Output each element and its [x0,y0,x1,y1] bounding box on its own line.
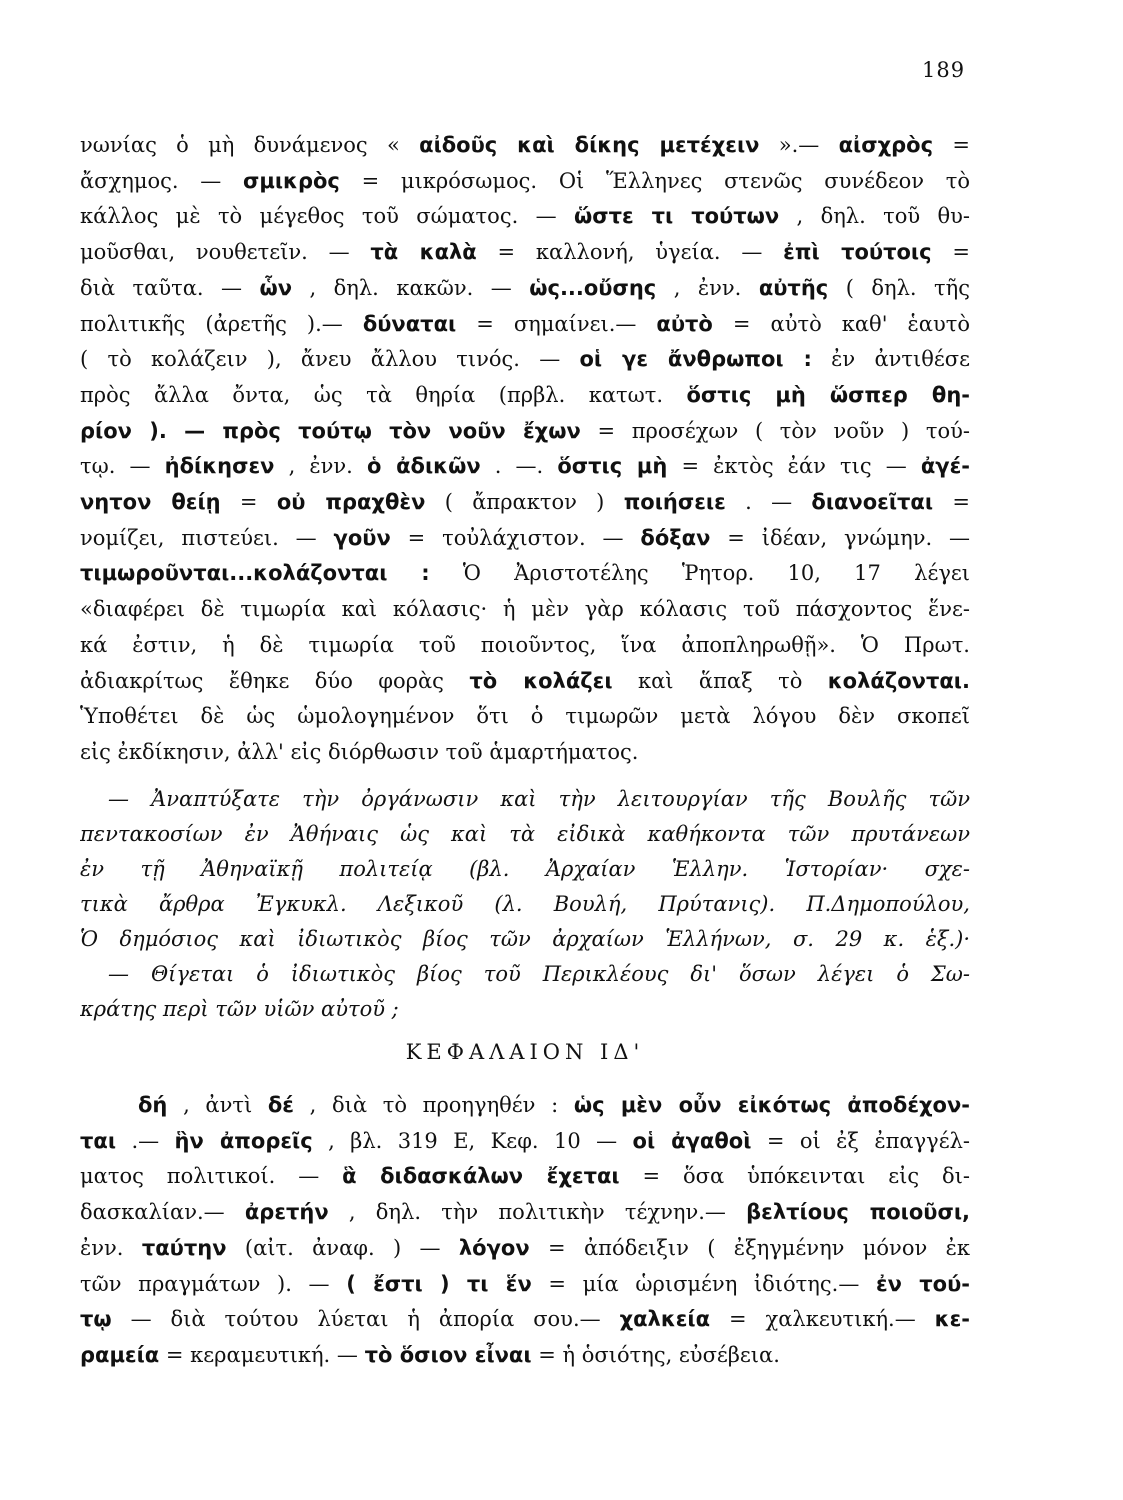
commentary-block-2 [80,1088,970,1374]
text-run: νομίζει, πιστεύει. — [80,525,317,550]
bold-term: κολάζονται. [827,668,970,693]
text-run: = οἱ ἐξ ἐπαγγέλ- [766,1128,970,1153]
text-run: διὰ ταῦτα. — [80,275,243,300]
bold-term: αὐτὸ [656,311,713,336]
text-run: = κεραμευτική. — [165,1342,358,1367]
bold-term: δέ [267,1093,294,1117]
text-run: = μία ὡρισμένη ἰδιότης.— [548,1271,860,1296]
text-run: = [952,240,970,265]
text-run: = [952,490,970,515]
text-run: = ἐκτὸς ἐάν τις — [681,454,907,479]
bold-term: ( ἔστι ) τι ἕν [346,1271,532,1296]
text-line [80,1195,970,1231]
text-line [80,1231,970,1267]
text-line [80,1088,970,1124]
bold-term: χαλκεία [619,1307,711,1332]
bold-term: ἐπὶ τούτοις [783,240,932,265]
text-line [80,521,970,557]
text-line [80,199,970,235]
text-line [80,922,970,957]
text-run: , δηλ. τοῦ θυ- [796,204,970,229]
text-run: τικὰ ἄρθρα Ἐγκυκλ. Λεξικοῦ (λ. Βουλή, Πρύτανις). Π.Δημοπούλου, [80,892,970,916]
text-run: τῳ. — [80,454,151,479]
bold-term: κε- [934,1307,970,1332]
bold-term: οὐ πραχθὲν [276,490,426,515]
text-run: κράτης περὶ τῶν υἱῶν αὐτοῦ ; [80,997,399,1021]
bold-term: τὸ ὅσιον εἶναι [364,1342,532,1367]
bold-term: τῳ [80,1307,112,1332]
text-run: ἄσχημος. — [80,168,222,193]
text-run: , διὰ τὸ προηγηθέν : [309,1093,559,1117]
text-line [80,378,970,414]
text-run: = ἡ ὁσιότης, εὐσέβεια. [538,1342,780,1367]
text-run: — Θίγεται ὁ ἰδιωτικὸς βίος τοῦ Περικλέους δι' ὅσων λέγει ὁ Σω- [108,962,970,986]
text-line [80,342,970,378]
bold-term: ἠδίκησεν [164,454,275,479]
text-run: εἰς ἐκδίκησιν, ἀλλ' εἰς διόρθωσιν τοῦ ἁμαρτήματος. [80,739,639,764]
commentary-block-1 [80,128,970,771]
bold-term: ταύτην [141,1235,227,1260]
bold-term: ὥστε τι τούτων [573,204,780,229]
bold-term: τιμωροῦνται...κολάζονται : [80,561,430,586]
text-line [80,449,970,485]
bold-term: ὡς...οὔσης [529,275,657,300]
text-run: Ὁ Ἀριστοτέλης Ῥητορ. 10, 17 λέγει [462,561,970,586]
text-run: μοῦσθαι, νουθετεῖν. — [80,240,350,265]
text-run: , δηλ. κακῶν. — [309,275,512,300]
questions-block [80,782,970,1027]
text-line [80,1338,970,1374]
text-run: κάλλος μὲ τὸ μέγεθος τοῦ σώματος. — [80,204,557,229]
bold-term: τὸ κολάζει [469,668,613,693]
text-run: Ὁ δημόσιος καὶ ἰδιωτικὸς βίος τῶν ἀρχαίων Ἑλλήνων, σ. 29 κ. ἑξ.)· [80,927,970,951]
bold-term: οἱ ἀγαθοὶ [632,1128,752,1153]
text-run: , ἐνν. [673,275,742,300]
text-line [80,735,970,771]
text-run: ἐν ἀντιθέσε [831,347,970,372]
bold-term: ὅστις μὴ [557,454,668,479]
bold-term: σμικρὸς [243,168,340,193]
text-run: . —. [494,454,544,479]
text-run: = ὅσα ὑπόκεινται εἰς δι- [642,1164,970,1189]
bold-term: ὅστις μὴ ὥσπερ θη- [686,382,970,407]
text-run: καὶ ἅπαξ τὸ [637,668,803,693]
text-line [80,852,970,887]
text-run: πολιτικῆς (ἀρετῆς ).— [80,311,343,336]
text-run: . — [745,490,793,515]
text-line [80,1124,970,1160]
bold-term: ἐν τού- [875,1271,970,1296]
text-run: ἐν τῇ Ἀθηναϊκῇ πολιτείᾳ (βλ. Ἀρχαίαν Ἑλλην. Ἱστορίαν· σχε- [80,857,970,881]
text-line [80,699,970,735]
text-line [80,271,970,307]
text-line [80,817,970,852]
bold-term: αἰδοῦς καὶ δίκης μετέχειν [419,133,760,157]
bold-term: αὐτῆς [758,275,829,300]
text-run: — διὰ τούτου λύεται ἡ ἀπορία σου.— [130,1307,601,1332]
text-run: = προσέχων ( τὸν νοῦν ) τού- [597,418,970,443]
text-run: δασκαλίαν.— [80,1200,225,1225]
bold-term: αἰσχρὸς [838,133,934,157]
chapter-heading: ΚΕΦΑΛΑΙΟΝ ΙΔ' [405,1040,645,1064]
bold-term: ὧν [259,275,293,300]
text-run: = χαλκευτική.— [728,1307,916,1332]
text-run: = σημαίνει.— [476,311,637,336]
text-line [80,887,970,922]
text-run: , βλ. 319 Ε, Κεφ. 10 — [328,1128,618,1153]
bold-term: δή [138,1093,168,1117]
text-line [80,556,970,592]
text-line [80,128,970,164]
bold-term: ται [80,1128,117,1153]
page-number: 189 [922,58,966,82]
text-run: τῶν πραγμάτων ). — [80,1271,330,1296]
text-run: = τοὐλάχιστον. — [407,525,624,550]
text-run: νωνίας ὁ μὴ δυνάμενος « [80,133,400,157]
text-run: = αὐτὸ καθ' ἑαυτὸ [732,311,970,336]
text-run: πρὸς ἄλλα ὄντα, ὡς τὰ θηρία (πρβλ. κατωτ. [80,382,664,407]
bold-term: γοῦν [333,525,391,550]
text-run: πεντακοσίων ἐν Ἀθήναις ὡς καὶ τὰ εἰδικὰ καθήκοντα τῶν πρυτάνεων [80,822,970,846]
text-line [80,164,970,200]
text-line [80,235,970,271]
text-run: ( δηλ. τῆς [845,275,970,300]
text-run: , ἀντὶ [183,1093,253,1117]
text-run: Ὑποθέτει δὲ ὡς ὡμολογημένον ὅτι ὁ τιμωρῶν μετὰ λόγου δὲν σκοπεῖ [80,704,970,729]
text-run: ( τὸ κολάζειν ), ἄνευ ἄλλου τινός. — [80,347,561,372]
bold-term: τὰ καλὰ [370,240,477,265]
text-run: κά ἐστιν, ἡ δὲ τιμωρία τοῦ ποιοῦντος, ἵνα ἀποπληρωθῇ». Ὁ Πρωτ. [80,632,970,657]
text-line [80,592,970,628]
text-line [80,1159,970,1195]
text-line [80,414,970,450]
text-run: = καλλονή, ὑγεία. — [497,240,763,265]
text-run: ( ἄπρακτον ) [444,490,605,515]
text-run: ».— [778,133,820,157]
text-line [80,628,970,664]
bold-term: ποιήσειε [623,490,726,515]
bold-term: δόξαν [640,525,711,550]
text-run: , ἐνν. [288,454,353,479]
text-run: «διαφέρει δὲ τιμωρία καὶ κόλασις· ἡ μὲν γὰρ κόλασις τοῦ πάσχοντος ἕνε- [80,597,970,622]
bold-term: νητον θείῃ [80,490,221,515]
text-line [80,664,970,700]
text-run: = μικρόσωμος. Οἱ Ἕλληνες στενῶς συνέδεον τὸ [361,168,970,193]
text-run: , δηλ. τὴν πολιτικὴν τέχνην.— [348,1200,726,1225]
text-run: = ἀπόδειξιν ( ἐξηγμένην μόνον ἐκ [548,1235,970,1260]
text-run: = [239,490,258,515]
text-run: (αἰτ. ἀναφ. ) — [244,1235,441,1260]
text-run: — Ἀναπτύξατε τὴν ὀργάνωσιν καὶ τὴν λειτουργίαν τῆς Βουλῆς τῶν [108,787,970,811]
text-run: ματος πολιτικοί. — [80,1164,320,1189]
bold-term: ἣν ἀπορεῖς [174,1128,313,1153]
text-line [80,1302,970,1338]
bold-term: ἃ διδασκάλων ἔχεται [342,1164,620,1189]
bold-term: διανοεῖται [811,490,934,515]
text-run: .— [131,1128,160,1153]
bold-term: ραμεία [80,1342,160,1367]
bold-term: βελτίους ποιοῦσι, [746,1200,970,1225]
text-run: ἀδιακρίτως ἔθηκε δύο φορὰς [80,668,444,693]
bold-term: ρίον ). — πρὸς τούτῳ τὸν νοῦν ἔχων [80,418,581,443]
bold-term: οἱ γε ἄνθρωποι : [579,347,812,372]
text-line [80,485,970,521]
bold-term: λόγον [458,1235,530,1260]
text-line [80,782,970,817]
text-run: = ἰδέαν, γνώμην. — [727,525,970,550]
bold-term: ὁ ἀδικῶν [366,454,481,479]
bold-term: ἀρετήν [244,1200,329,1225]
text-run: = [952,133,970,157]
bold-term: ὡς μὲν οὖν εἰκότως ἀποδέχον- [573,1093,970,1117]
text-run: ἐνν. [80,1235,124,1260]
text-line [80,1267,970,1303]
text-line [80,307,970,343]
text-line [80,992,970,1027]
text-line [80,957,970,992]
bold-term: δύναται [362,311,457,336]
bold-term: ἀγέ- [920,454,970,479]
